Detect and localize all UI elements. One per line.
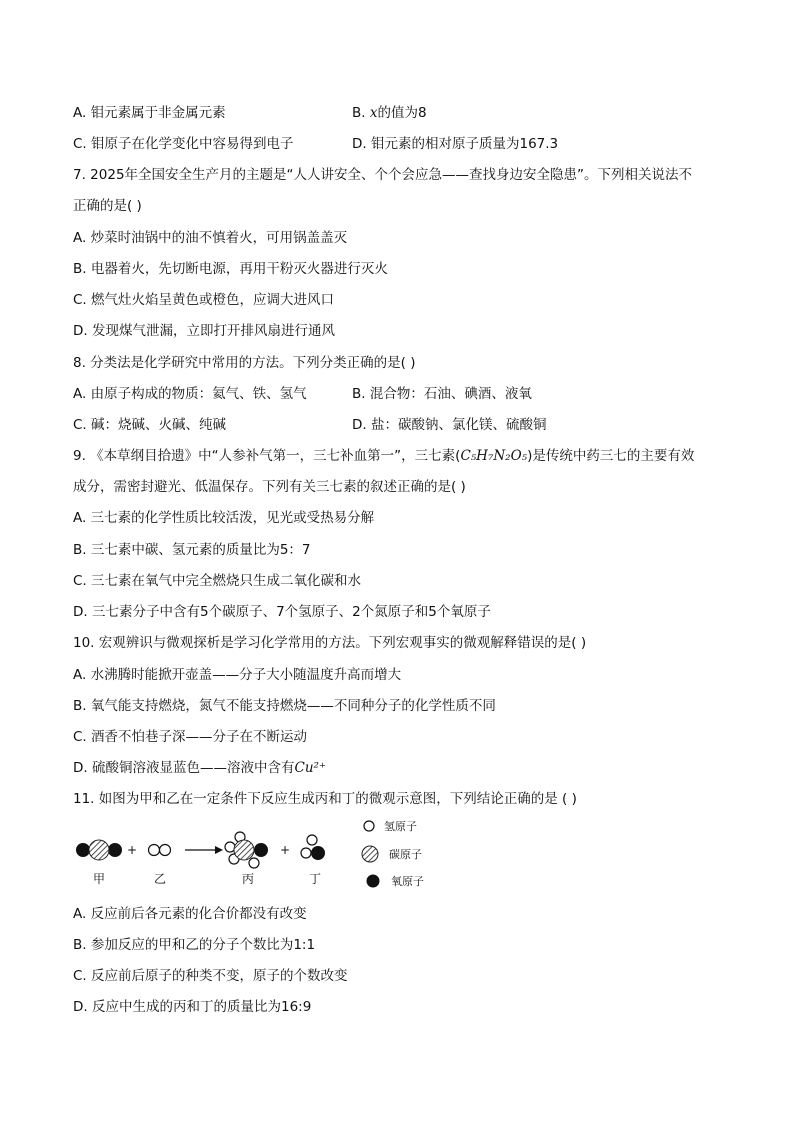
formula-sanqisu: C₅H₇N₂O₅ bbox=[460, 448, 528, 464]
legend-hydrogen: 氢原子 bbox=[384, 820, 417, 833]
q8-option-b: B. 混合物：石油、碘酒、液氧 bbox=[352, 386, 532, 402]
q7-option-d: D. 发现煤气泄漏，立即打开排风扇进行通风 bbox=[73, 323, 335, 339]
q8-stem: 8. 分类法是化学研究中常用的方法。下列分类正确的是( ) bbox=[73, 355, 416, 371]
label-bing: 丙 bbox=[241, 872, 255, 886]
q10-option-a: A. 水沸腾时能掀开壶盖——分子大小随温度升高而增大 bbox=[73, 667, 402, 683]
legend bbox=[362, 820, 424, 888]
legend-oxygen: 氧原子 bbox=[391, 875, 424, 888]
copper-ion: Cu²⁺ bbox=[294, 760, 327, 776]
molecule-bing bbox=[225, 832, 268, 868]
q10-option-d: D. 硫酸铜溶液显蓝色——溶液中含有Cu²⁺ bbox=[73, 760, 327, 776]
q10-stem: 10. 宏观辨识与微观探析是学习化学常用的方法。下列宏观事实的微观解释错误的是( ) bbox=[73, 635, 587, 651]
q7-option-c: C. 燃气灶火焰呈黄色或橙色，应调大进风口 bbox=[73, 292, 335, 308]
q9-option-c: C. 三七素在氧气中完全燃烧只生成二氧化碳和水 bbox=[73, 573, 362, 589]
q9-option-b: B. 三七素中碳、氢元素的质量比为5：7 bbox=[73, 542, 311, 558]
molecule-ding bbox=[301, 835, 325, 860]
label-yi: 乙 bbox=[153, 872, 167, 886]
q7-option-a: A. 炒菜时油锅中的油不慎着火，可用锅盖盖灭 bbox=[73, 230, 348, 246]
molecule-yi bbox=[149, 845, 171, 856]
q8-option-d: D. 盐：碳酸钠、氯化镁、硫酸铜 bbox=[352, 417, 547, 433]
q10-option-c: C. 酒香不怕巷子深——分子在不断运动 bbox=[73, 729, 308, 745]
q11-option-d: D. 反应中生成的丙和丁的质量比为16:9 bbox=[73, 999, 312, 1015]
q8-option-c: C. 碱：烧碱、火碱、纯碱 bbox=[73, 417, 227, 433]
plus-sign-2: + bbox=[279, 843, 291, 857]
molecule-jia bbox=[76, 840, 122, 860]
q9-stem-line2: 成分，需密封避光、低温保存。下列有关三七素的叙述正确的是( ) bbox=[73, 479, 466, 495]
reaction-diagram bbox=[70, 820, 470, 895]
legend-carbon: 碳原子 bbox=[389, 848, 422, 861]
q10-option-b: B. 氧气能支持燃烧，氮气不能支持燃烧——不同种分子的化学性质不同 bbox=[73, 698, 496, 714]
q11-option-a: A. 反应前后各元素的化合价都没有改变 bbox=[73, 906, 307, 922]
q11-stem: 11. 如图为甲和乙在一定条件下反应生成丙和丁的微观示意图，下列结论正确的是 ( ) bbox=[73, 791, 577, 807]
q7-stem-line1: 7. 2025年全国安全生产月的主题是“人人讲安全、个个会应急——查找身边安全隐患”。下列相关说法不 bbox=[73, 167, 693, 183]
variable-x: x bbox=[369, 105, 378, 121]
label-ding: 丁 bbox=[308, 872, 322, 886]
q7-option-b: B. 电器着火，先切断电源，再用干粉灭火器进行灭火 bbox=[73, 261, 388, 277]
q6-option-a: A. 钼元素属于非金属元素 bbox=[73, 105, 226, 121]
q8-option-a: A. 由原子构成的物质：氦气、铁、氢气 bbox=[73, 386, 307, 402]
q6-option-c: C. 钼原子在化学变化中容易得到电子 bbox=[73, 136, 294, 152]
q11-option-b: B. 参加反应的甲和乙的分子个数比为1:1 bbox=[73, 937, 316, 953]
q9-option-d: D. 三七素分子中含有5个碳原子、7个氢原子、2个氮原子和5个氧原子 bbox=[73, 604, 491, 620]
q7-stem-line2: 正确的是( ) bbox=[73, 198, 142, 214]
label-jia: 甲 bbox=[92, 872, 106, 886]
plus-sign-1: + bbox=[126, 843, 138, 857]
q6-option-d: D. 钼元素的相对原子质量为167.3 bbox=[352, 136, 559, 152]
q9-stem-line1: 9. 《本草纲目拾遗》中“人参补气第一，三七补血第一”，三七素(C₅H₇N₂O₅)是传统中药三七的主要有效 bbox=[73, 448, 695, 464]
q6-option-b: B. x的值为8 bbox=[352, 105, 427, 121]
q11-option-c: C. 反应前后原子的种类不变，原子的个数改变 bbox=[73, 968, 348, 984]
reaction-arrow bbox=[185, 846, 223, 854]
q9-option-a: A. 三七素的化学性质比较活泼，见光或受热易分解 bbox=[73, 510, 375, 526]
